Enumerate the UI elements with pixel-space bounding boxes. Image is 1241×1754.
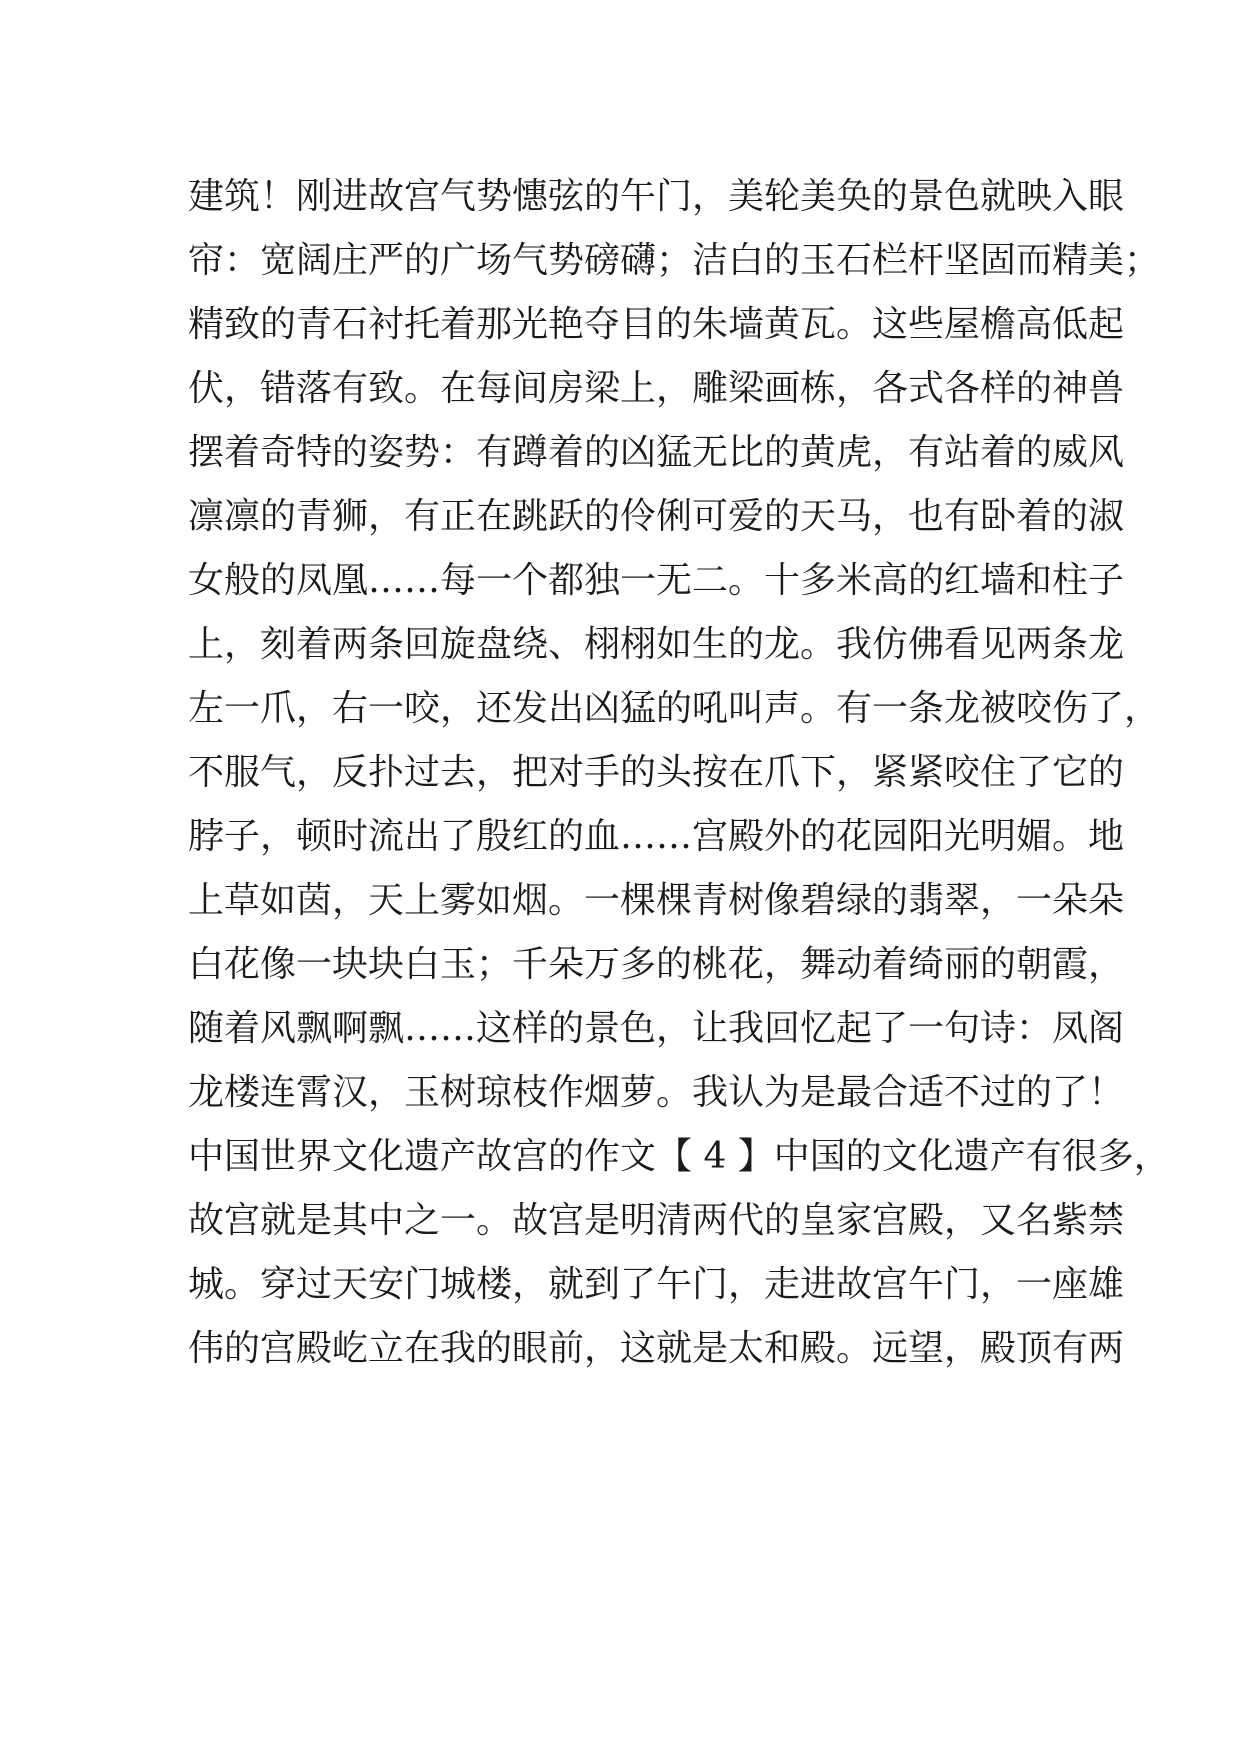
text-line-6: 凛凛的青狮，有正在跳跃的伶俐可爱的天马，也有卧着的淑 <box>188 496 1125 537</box>
text-line-1: 建筑！刚进故宫气势憓弦的午门，美轮美奂的景色就映入眼 <box>188 176 1125 217</box>
text-line-13: 白花像一块块白玉；千朵万多的桃花，舞动着绮丽的朝霞， <box>188 944 1125 985</box>
text-line-16: 中国世界文化遗产故宫的作文【 4 】中国的文化遗产有很多， <box>188 1136 1170 1177</box>
text-line-19: 伟的宫殿屹立在我的眼前，这就是太和殿。远望，殿顶有两 <box>188 1328 1125 1369</box>
text-line-15: 龙楼连霄汉，玉树琼枝作烟萝。我认为是最合适不过的了！ <box>188 1072 1125 1113</box>
text-line-3: 精致的青石衬托着那光艳夺目的朱墙黄瓦。这些屋檐高低起 <box>188 304 1125 345</box>
text-line-4: 伏，错落有致。在每间房梁上，雕梁画栋，各式各样的神兽 <box>188 368 1125 409</box>
text-line-7: 女般的凤凰……每一个都独一无二。十多米高的红墙和柱子 <box>188 560 1125 601</box>
text-line-14: 随着风飘啊飘……这样的景色，让我回忆起了一句诗：凤阁 <box>188 1008 1125 1049</box>
text-line-9: 左一爪，右一咬，还发出凶猛的吼叫声。有一条龙被咬伤了， <box>188 688 1161 729</box>
text-line-12: 上草如茵，天上雾如烟。一棵棵青树像碧绿的翡翠，一朵朵 <box>188 880 1125 921</box>
text-line-10: 不服气，反扑过去，把对手的头按在爪下，紧紧咬住了它的 <box>188 752 1125 793</box>
essay-body <box>188 165 1170 1381</box>
text-line-11: 脖子，顿时流出了殷红的血……宫殿外的花园阳光明媚。地 <box>188 816 1125 857</box>
text-line-17: 故宫就是其中之一。故宫是明清两代的皇家宫殿，又名紫禁 <box>188 1200 1125 1241</box>
text-line-2: 帘：宽阔庄严的广场气势磅礴；洁白的玉石栏杆坚固而精美； <box>188 240 1161 281</box>
text-line-18: 城。穿过天安门城楼，就到了午门，走进故宫午门，一座雄 <box>188 1264 1125 1305</box>
text-line-8: 上，刻着两条回旋盘绕、栩栩如生的龙。我仿佛看见两条龙 <box>188 624 1125 665</box>
text-line-5: 摆着奇特的姿势：有蹲着的凶猛无比的黄虎，有站着的威风 <box>188 432 1125 473</box>
